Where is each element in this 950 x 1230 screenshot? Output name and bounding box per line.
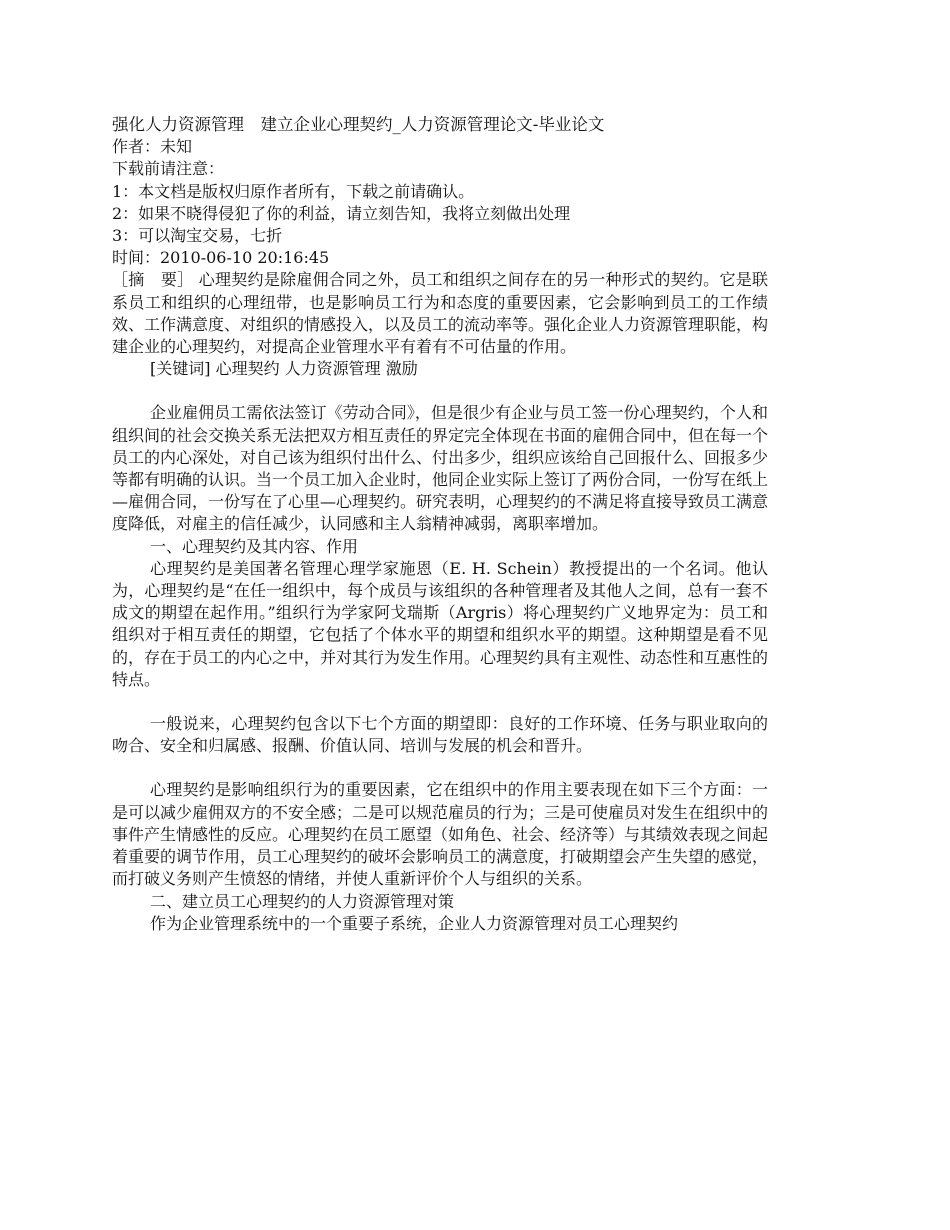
blank-line [112, 380, 768, 402]
section-1-paragraph-1: 心理契约是美国著名管理心理学家施恩（E. H. Schein）教授提出的一个名词。他认为，心理契约是“在任一组织中，每个成员与该组织的各种管理者及其他人之间，总有一套不成文的期望在起作用。”组织行为学家阿戈瑞斯（Argris）将心理契约广义地界定为：员工和组织对于相互责任的期望，它包括了个体水平的期望和组织水平的期望。这种期望是看不见的，存在于员工的内心之中，并对其行为发生作用。心理契约具有主观性、动态性和互惠性的特点。 [112, 558, 769, 689]
intro-paragraph: 企业雇佣员工需依法签订《劳动合同》，但是很少有企业与员工签一份心理契约，个人和组织间的社会交换关系无法把双方相互责任的界定完全体现在书面的雇佣合同中，但在每一个员工的内心深处，对自己该为组织付出什么、付出多少，组织应该给自己回报什么、回报多少等都有明确的认识。当一个员工加入企业时，他同企业实际上签订了两份合同，一份写在纸上—雇佣合同，一份写在了心里—心理契约。研究表明，心理契约的不满足将直接导致员工满意度降低，对雇主的信任减少，认同感和主人翁精神减弱，离职率增加。 [112, 403, 769, 534]
notice-item-2: 2：如果不晓得侵犯了你的利益，请立刻告知，我将立刻做出处理 [112, 203, 571, 223]
notice-item-3: 3：可以淘宝交易，七折 [112, 226, 283, 246]
timestamp-line: 时间：2010-06-10 20:16:45 [112, 248, 330, 268]
abstract-paragraph: ［摘 要］ 心理契约是除雇佣合同之外，员工和组织之间存在的另一种形式的契约。它是联系员工和组织的心理纽带，也是影响员工行为和态度的重要因素，它会影响到员工的工作绩效、工作满意度、对组织的情感投入，以及员工的流动率等。强化企业人力资源管理职能，构建企业的心理契约，对提高企业管理水平有着有不可估量的作用。 [112, 270, 769, 357]
author-line: 作者：未知 [112, 137, 193, 157]
section-1-paragraph-3: 心理契约是影响组织行为的重要因素，它在组织中的作用主要表现在如下三个方面：一是可以减少雇佣双方的不安全感；二是可以规范雇员的行为；三是可使雇员对发生在组织中的事件产生情感性的反应。心理契约在员工愿望（如角色、社会、经济等）与其绩效表现之间起着重要的调节作用，员工心理契约的破坏会影响员工的满意度，打破期望会产生失望的感觉，而打破义务则产生愤怒的情绪，并使人重新评价个人与组织的关系。 [112, 780, 769, 889]
blank-line [112, 757, 768, 779]
notice-heading: 下载前请注意： [112, 159, 225, 179]
keywords-line: [关键词] 心理契约 人力资源管理 激励 [150, 359, 418, 379]
notice-item-1: 1：本文档是版权归原作者所有，下载之前请确认。 [112, 181, 475, 201]
section-2-paragraph-1: 作为企业管理系统中的一个重要子系统，企业人力资源管理对员工心理契约 [150, 913, 679, 933]
section-1-paragraph-2: 一般说来，心理契约包含以下七个方面的期望即：良好的工作环境、任务与职业取向的吻合、安全和归属感、报酬、价值认同、培训与发展的机会和晋升。 [112, 714, 768, 756]
document-page [112, 114, 768, 935]
blank-line [112, 691, 768, 713]
document-title: 强化人力资源管理 建立企业心理契约_人力资源管理论文-毕业论文 [112, 115, 605, 134]
section-2-heading: 二、建立员工心理契约的人力资源管理对策 [150, 891, 455, 911]
section-1-heading: 一、心理契约及其内容、作用 [150, 536, 359, 556]
